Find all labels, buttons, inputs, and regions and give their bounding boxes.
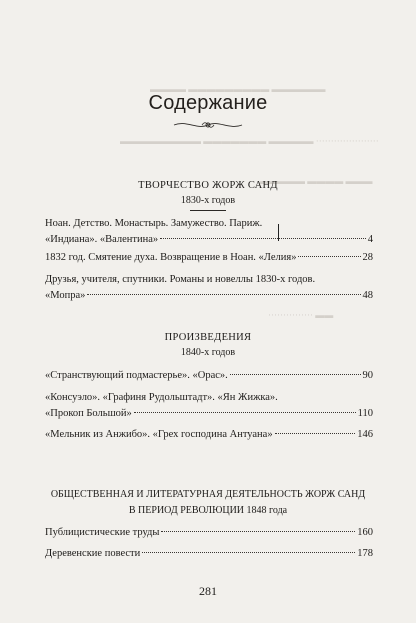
toc-page-number: 178 bbox=[357, 548, 373, 559]
dot-leader bbox=[230, 374, 361, 375]
section-subtitle: 1840-х годов bbox=[180, 347, 236, 358]
toc-page-number: 110 bbox=[357, 408, 373, 419]
toc-page-number: 28 bbox=[362, 252, 373, 263]
toc-entry[interactable] bbox=[45, 525, 373, 541]
toc-entry-title: «Мопра» bbox=[45, 290, 86, 301]
section-rule bbox=[190, 210, 226, 211]
section-title: ОБЩЕСТВЕННАЯ И ЛИТЕРАТУРНАЯ ДЕЯТЕЛЬНОСТЬ ЖОРЖ САНД bbox=[50, 489, 366, 500]
toc-entry[interactable] bbox=[45, 216, 373, 248]
dot-leader bbox=[160, 238, 366, 239]
page-number: 281 bbox=[199, 584, 217, 598]
toc-entry-title: «Странствующий подмастерье». «Орас». bbox=[45, 370, 228, 381]
section-subtitle: 1830-х годов bbox=[180, 195, 236, 206]
toc-entry-title: 1832 год. Смятение духа. Возвращение в Ноан. «Лелия» bbox=[45, 252, 297, 263]
toc-entry-line: «Консуэло». «Графиня Рудольштадт». «Ян Жижка». bbox=[45, 392, 278, 403]
show-through-text: ▬▬▬▬▬▬▬▬▬ ▬▬▬▬▬▬▬ ▬▬▬▬▬ ····················· bbox=[120, 136, 379, 146]
dot-leader bbox=[87, 294, 360, 295]
show-through-text: ··············· ▬▬ bbox=[268, 310, 334, 320]
dot-leader bbox=[298, 256, 360, 257]
toc-entry[interactable] bbox=[45, 390, 373, 422]
section-title: ПРОИЗВЕДЕНИЯ bbox=[164, 332, 252, 343]
toc-page-number: 160 bbox=[357, 527, 373, 538]
toc-page-number: 4 bbox=[367, 234, 373, 245]
toc-entry-title: «Мельник из Анжибо». «Грех господина Антуана» bbox=[45, 429, 273, 440]
flourish-ornament-icon bbox=[172, 118, 244, 132]
toc-page-number: 48 bbox=[362, 290, 373, 301]
toc-entry[interactable] bbox=[45, 250, 373, 266]
toc-entry-title: Деревенские повести bbox=[45, 548, 141, 559]
toc-entry-title: «Индиана». «Валентина» bbox=[45, 234, 159, 245]
section-subtitle: В ПЕРИОД РЕВОЛЮЦИИ 1848 года bbox=[128, 505, 288, 516]
dot-leader bbox=[161, 531, 355, 532]
section-title: ТВОРЧЕСТВО ЖОРЖ САНД bbox=[138, 180, 278, 191]
toc-entry[interactable] bbox=[45, 272, 373, 304]
dot-leader bbox=[142, 552, 355, 553]
toc-entry-line: Друзья, учителя, спутники. Романы и новеллы 1830-х годов. bbox=[45, 274, 316, 285]
show-through-text: ▬▬▬▬ ▬▬▬▬▬▬▬▬▬ ▬▬▬▬▬▬ bbox=[150, 84, 326, 94]
toc-entry[interactable] bbox=[45, 427, 373, 443]
toc-entry-line: Ноан. Детство. Монастырь. Замужество. Париж. bbox=[45, 218, 263, 229]
show-through-text: ▬▬▬▬▬ ▬▬▬▬ ▬▬▬ bbox=[260, 176, 373, 186]
toc-entry-title: Публицистические труды bbox=[45, 527, 160, 538]
pencil-mark bbox=[278, 224, 279, 241]
dot-leader bbox=[134, 412, 356, 413]
page-title: Содержание bbox=[148, 92, 268, 114]
toc-entry[interactable] bbox=[45, 546, 373, 562]
toc-entry-title: «Прокоп Большой» bbox=[45, 408, 132, 419]
dot-leader bbox=[275, 433, 356, 434]
toc-entry[interactable] bbox=[45, 368, 373, 384]
toc-page-number: 146 bbox=[357, 429, 373, 440]
toc-page-number: 90 bbox=[362, 370, 373, 381]
